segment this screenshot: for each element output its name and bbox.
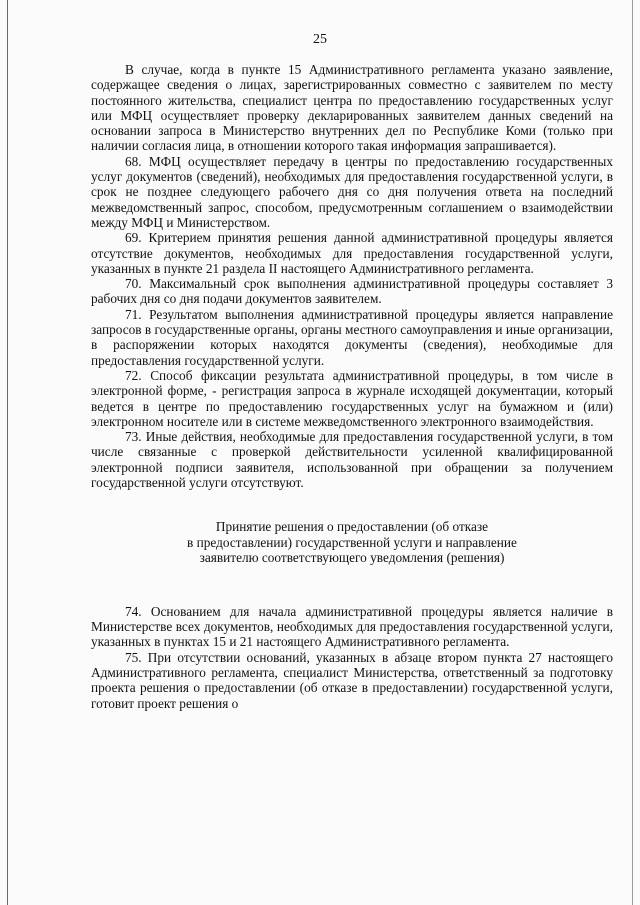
section-heading bbox=[91, 519, 613, 566]
paragraph-72: 72. Способ фиксации результата административной процедуры, в том числе в электронной форме, - регистрация запроса в журнале исходящей документации, который ведется в центре по предоставлению государственных услуг на бумажном и (или) электронном носителе или в системе межведомственного электронного взаимодействия. bbox=[91, 367, 613, 429]
paragraph-70: 70. Максимальный срок выполнения административной процедуры составляет 3 рабочих дня со дня подачи документов заявителем. bbox=[91, 276, 613, 307]
paragraph-75: 75. При отсутствии оснований, указанных в абзаце втором пункта 27 настоящего Административного регламента, специалист Министерства, ответственный за подготовку проекта решения о предоставлении (об отказе в предоставлении) государственной услуги, готовит проект решения о bbox=[91, 649, 613, 711]
scan-edge-right bbox=[632, 0, 633, 905]
paragraph-71: 71. Результатом выполнения административной процедуры является направление запросов в государственные органы, органы местного самоуправления и иные организации, в распоряжении которых находятся документы (сведения), необходимые для предоставления государственной услуги. bbox=[91, 306, 613, 368]
paragraph-73: 73. Иные действия, необходимые для предоставления государственной услуги, в том числе связанные с проверкой действительности усиленной квалифицированной электронной подписи заявителя, использованной при обращении за получением государственной услуги отсутствуют. bbox=[91, 429, 613, 491]
section-heading-line: Принятие решения о предоставлении (об отказе bbox=[215, 519, 489, 535]
section-heading-line: заявителю соответствующего уведомления (решения) bbox=[199, 550, 505, 566]
paragraph-passport-check: В случае, когда в пункте 15 Административного регламента указано заявление, содержащее сведения о лицах, зарегистрированных совместно с заявителем по месту постоянного жительства, специалист центра по предоставлению государственных услуг или МФЦ осуществляет проверку декларированных заявителем данных сведений на основании запроса в Министерство внутренних дел по Республике Коми (только при наличии согласия лица, в отношении которого такая информация запрашивается). bbox=[91, 62, 613, 154]
page-number: 25 bbox=[313, 32, 327, 47]
section-heading-line: в предоставлении) государственной услуги и направление bbox=[187, 534, 517, 550]
paragraph-68: 68. МФЦ осуществляет передачу в центры по предоставлению государственных услуг документов (сведений), необходимых для предоставления государственной услуги, в срок не позднее следующего рабочего дня со дня получения ответа на последний межведомственный запрос, способом, предусмотренным соглашением о взаимодействии между МФЦ и Министерством. bbox=[91, 153, 613, 230]
scan-edge-left bbox=[7, 0, 8, 905]
document-body bbox=[91, 62, 613, 711]
paragraph-69: 69. Критерием принятия решения данной административной процедуры является отсутствие документов, необходимых для предоставления государственной услуги, указанных в пункте 21 раздела II настоящего Административного регламента. bbox=[91, 230, 613, 276]
paragraph-74: 74. Основанием для начала административной процедуры является наличие в Министерстве всех документов, необходимых для предоставления государственной услуги, указанных в пунктах 15 и 21 настоящего Административного регламента. bbox=[91, 603, 613, 650]
